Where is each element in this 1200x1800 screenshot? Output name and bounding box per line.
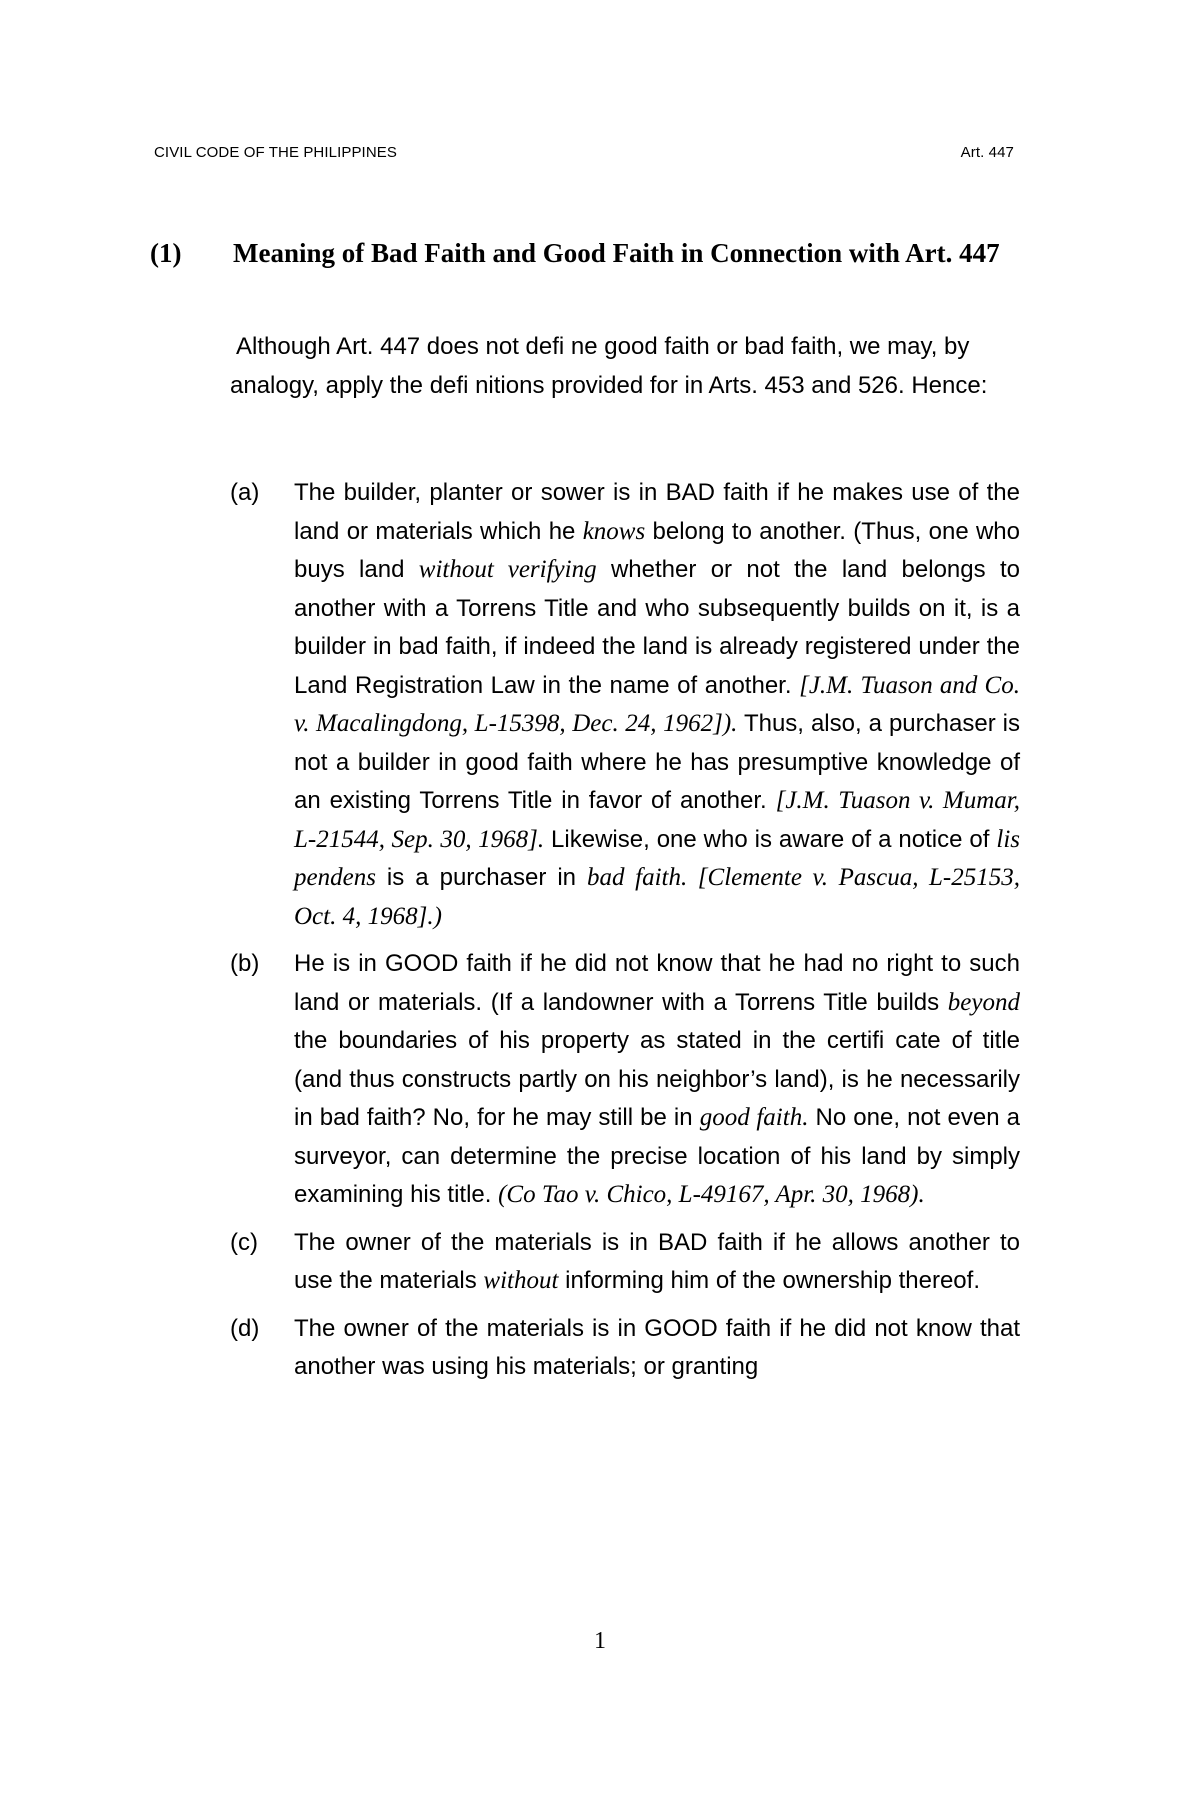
- italic-text: good faith.: [699, 1104, 809, 1131]
- list-item: [230, 474, 1020, 936]
- italic-text: (Co Tao v. Chico, L-49167, Apr. 30, 1968).: [498, 1181, 925, 1208]
- list-item-text: [294, 1224, 1020, 1301]
- header-book-title: CIVIL CODE OF THE PHILIPPINES: [154, 144, 397, 161]
- list-item-marker: (c): [230, 1228, 258, 1256]
- italic-text: beyond: [947, 988, 1020, 1016]
- list-item-text: [294, 474, 1020, 936]
- list-item: [230, 945, 1020, 1215]
- text-run: He is in GOOD faith if he did not know that he had no right to such land or materials. (If a landowner with a Torrens Title builds: [294, 950, 1020, 1016]
- italic-text: lis pendens: [294, 825, 1020, 891]
- section-number: (1): [150, 238, 182, 268]
- text-run: Likewise, one who is aware of a notice of: [544, 825, 997, 853]
- italic-text: [J.M. Tuason v. Mumar, L-21544, Sep. 30, 1968].: [294, 787, 1020, 853]
- running-header: [154, 144, 1014, 161]
- list-item: [230, 1224, 1020, 1301]
- text-run: the boundaries of his property as stated in the certifi cate of title (and thus constructs partly on his neighbor’s land), is he necessarily in bad faith? No, for he may still be in: [294, 1027, 1020, 1131]
- italic-text: knows: [582, 517, 646, 545]
- section-heading: [150, 236, 1014, 271]
- text-run: informing him of the ownership thereof.: [558, 1267, 980, 1294]
- italic-text: without: [483, 1267, 559, 1294]
- header-article-ref: Art. 447: [960, 144, 1014, 161]
- intro-paragraph: Although Art. 447 does not defi ne good faith or bad faith, we may, by analogy, apply the defi nitions provided for in Arts. 453 and 526. Hence:: [230, 333, 988, 399]
- text-run: belong to another. (Thus, one who buys land: [294, 517, 1021, 583]
- list-item-marker: (d): [230, 1314, 260, 1342]
- item-list: [230, 474, 1020, 1387]
- list-item-text: [294, 945, 1020, 1215]
- text-run: The owner of the materials is in GOOD faith if he did not know that another was using his materials; or granting: [294, 1314, 1020, 1380]
- text-run: is a purchaser in: [375, 864, 588, 891]
- italic-text: [J.M. Tuason and Co. v. Macalingdong, L-15398, Dec. 24, 1962]).: [294, 671, 1020, 737]
- text-run: The owner of the materials is in BAD faith if he allows another to use the materials: [294, 1228, 1020, 1294]
- text-run: Thus, also, a purchaser is not a builder in good faith where he has presumptive knowledge of an existing Torrens Title in favor of another.: [294, 710, 1020, 814]
- list-item: [230, 1310, 1020, 1387]
- italic-text: bad faith. [Clemente v. Pascua, L-25153, Oct. 4, 1968].): [294, 864, 1021, 930]
- text-run: No one, not even a surveyor, can determine the precise location of his land by simply examining his title.: [294, 1104, 1021, 1208]
- italic-text: without verifying: [418, 556, 597, 583]
- text-run: The builder, planter or sower is in BAD faith if he makes use of the land or materials which he: [294, 479, 1020, 545]
- list-item-text: [294, 1310, 1020, 1387]
- list-item-marker: (a): [230, 479, 260, 506]
- page-number: 1: [594, 1628, 606, 1654]
- section-title: Meaning of Bad Faith and Good Faith in Connection with Art. 447: [233, 238, 1000, 268]
- text-run: whether or not the land belongs to another with a Torrens Title and who subsequently builds on it, is a builder in bad faith, if indeed the land is already registered under the Land Registration Law in the name of another.: [294, 556, 1020, 699]
- list-item-marker: (b): [230, 950, 260, 977]
